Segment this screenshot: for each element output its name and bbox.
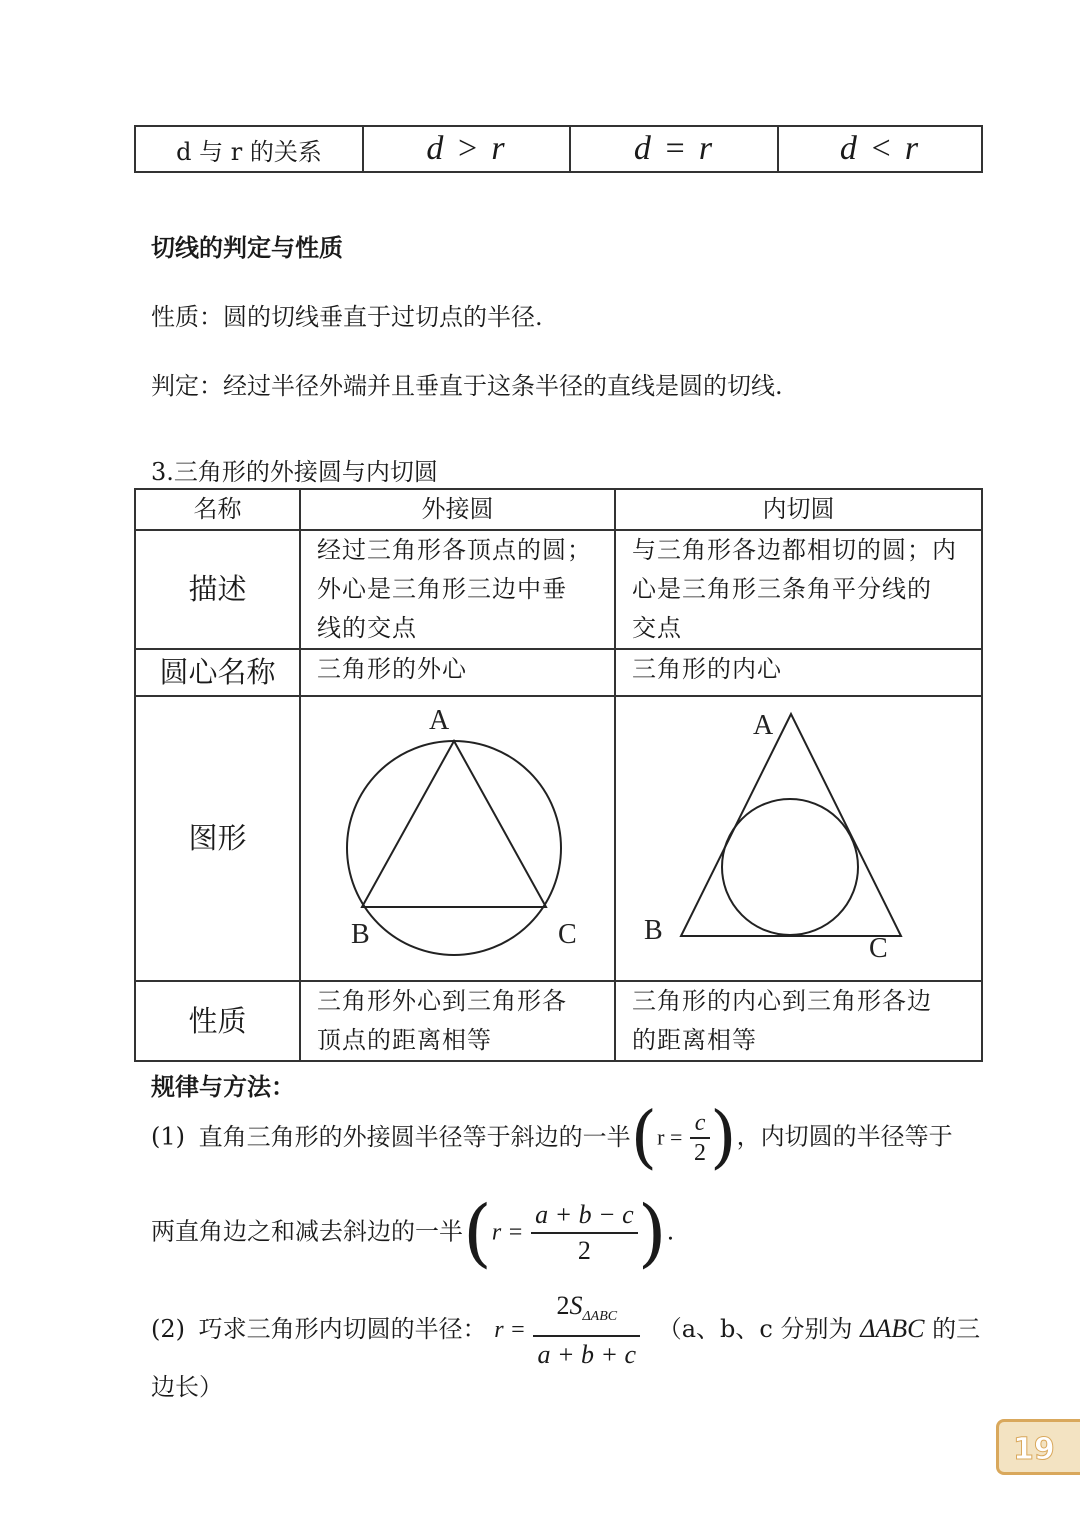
formula-lhs: r = [657, 1124, 683, 1150]
circum-description [300, 530, 615, 649]
circum-property-line: 三角形外心到三角形各 [317, 987, 567, 1015]
relation-table [134, 125, 983, 173]
circum-label-a: A [429, 705, 450, 736]
paren-close: ) [710, 1098, 737, 1177]
rule-1-line-2 [151, 1190, 675, 1276]
row-label-figure: 图形 [135, 696, 300, 981]
incircle-figure-cell [615, 696, 982, 981]
circum-center-name: 三角形的外心 [300, 649, 615, 696]
rule-2-number: (2) [151, 1315, 185, 1344]
in-label-a: A [753, 710, 774, 741]
circumcircle-circle [347, 741, 561, 955]
row-label-description: 描述 [135, 530, 300, 649]
in-center-name: 三角形的内心 [615, 649, 982, 696]
formula-lhs: r = [494, 1317, 526, 1344]
circle-table [134, 488, 983, 1062]
rule-2-line-2: 边长） [151, 1373, 223, 1401]
circumcircle-figure [301, 697, 614, 980]
fraction-numerator: a + b − c [531, 1198, 638, 1234]
relation-cell-less: d < r [778, 126, 982, 172]
in-description [615, 530, 982, 649]
rule-1-number: (1) [151, 1122, 185, 1151]
table-row [135, 981, 982, 1061]
formula-fraction [531, 1198, 638, 1268]
circum-label-c: C [558, 919, 577, 950]
numerator-area: S [569, 1291, 583, 1320]
rule-2-line-1 [151, 1288, 980, 1373]
circum-property [300, 981, 615, 1061]
rule-2-text: 巧求三角形内切圆的半径： [198, 1315, 487, 1344]
fraction-denominator: 2 [577, 1236, 591, 1265]
in-description-line: 交点 [632, 614, 682, 642]
circum-property-line: 顶点的距离相等 [317, 1026, 492, 1054]
section3-title: 3.三角形的外接圆与内切圆 [151, 458, 438, 486]
fraction-numerator: c [690, 1109, 710, 1139]
rule-2-note-end: 的三 [924, 1315, 981, 1344]
paren-close: ) [637, 1190, 667, 1276]
in-property-line: 三角形的内心到三角形各边 [632, 987, 932, 1015]
numerator-coefficient: 2 [556, 1291, 570, 1320]
in-description-line: 心是三角形三条角平分线的 [632, 575, 932, 603]
table-row [135, 696, 982, 981]
table-row [135, 649, 982, 696]
fraction-denominator: 2 [694, 1140, 707, 1166]
period: . [666, 1217, 675, 1246]
relation-cell-greater: d > r [363, 126, 570, 172]
relation-cell-equal: d = r [570, 126, 778, 172]
row-label-property: 性质 [135, 981, 300, 1061]
tangent-property: 性质：圆的切线垂直于过切点的半径. [151, 303, 543, 331]
rule-1-text-line2: 两直角边之和减去斜边的一半 [151, 1217, 463, 1246]
in-label-c: C [869, 933, 888, 964]
incircle-circle [722, 799, 858, 935]
fraction-numerator [533, 1288, 640, 1337]
rule-1-line-1 [151, 1098, 953, 1177]
in-property [615, 981, 982, 1061]
rule-2-note-triangle: ΔABC [860, 1314, 925, 1344]
circum-triangle [362, 741, 546, 907]
tangent-criterion: 判定：经过半径外端并且垂直于这条半径的直线是圆的切线. [151, 372, 783, 400]
in-description-line: 与三角形各边都相切的圆；内 [632, 536, 957, 564]
paren-open: ( [630, 1098, 658, 1177]
in-triangle [681, 714, 901, 936]
page-number: 19 [1013, 1432, 1055, 1467]
rule-2-note: （a、b、c 分别为 [657, 1315, 861, 1344]
header-circumcircle: 外接圆 [300, 489, 615, 530]
circum-label-b: B [351, 919, 370, 950]
rules-heading: 规律与方法： [151, 1073, 295, 1101]
row-label-center: 圆心名称 [135, 649, 300, 696]
circum-description-line: 线的交点 [317, 614, 417, 642]
numerator-subscript: ΔABC [582, 1309, 618, 1325]
formula-fraction [690, 1109, 710, 1167]
rule-1-text-continued: ，内切圆的半径等于 [736, 1122, 953, 1151]
in-property-line: 的距离相等 [632, 1026, 757, 1054]
formula-fraction [533, 1288, 640, 1373]
in-label-b: B [644, 915, 663, 946]
rule-1-text: 直角三角形的外接圆半径等于斜边的一半 [198, 1122, 631, 1151]
relation-label: d 与 r 的关系 [135, 126, 363, 172]
paren-open: ( [463, 1190, 492, 1276]
formula-lhs: r = [491, 1219, 524, 1246]
header-name: 名称 [135, 489, 300, 530]
table-row [135, 530, 982, 649]
incircle-figure [616, 697, 981, 980]
fraction-denominator: a + b + c [537, 1340, 637, 1370]
circum-description-line: 外心是三角形三边中垂 [317, 575, 567, 603]
tangent-heading: 切线的判定与性质 [151, 234, 343, 262]
circum-description-line: 经过三角形各顶点的圆； [317, 536, 592, 564]
page-number-badge [996, 1419, 1080, 1475]
circumcircle-figure-cell [300, 696, 615, 981]
header-incircle: 内切圆 [615, 489, 982, 530]
